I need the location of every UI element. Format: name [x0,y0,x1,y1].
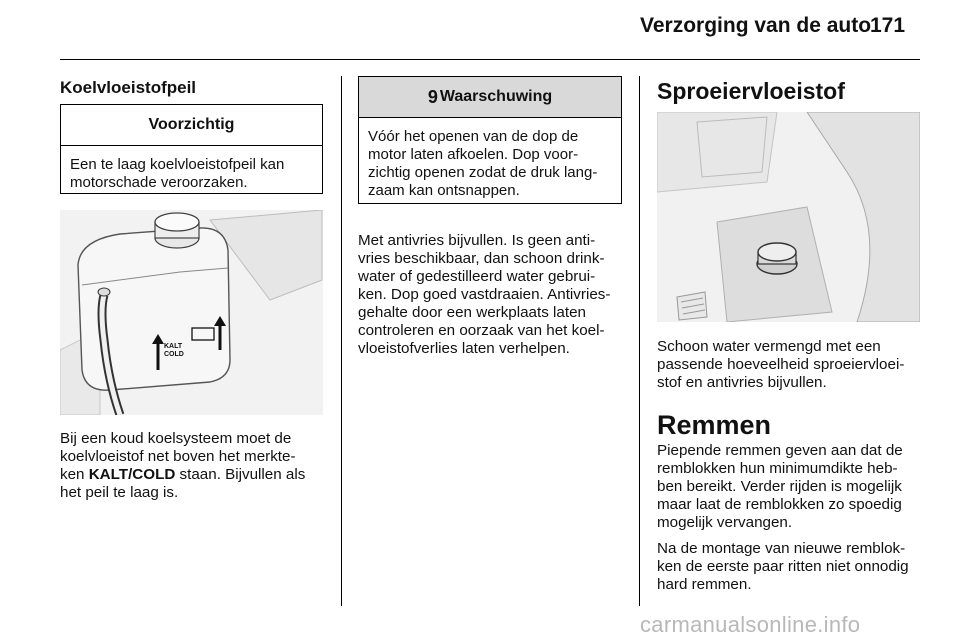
text-line: passende hoeveelheid sproeiervloei- [657,356,905,373]
caution-box-text [61,146,322,202]
text-line: koelvloeistof net boven het merkte- [60,448,296,465]
warning-title-text: Waarschuwing [439,88,553,105]
washer-reservoir-illustration [657,112,920,322]
text-line: controleren en oorzaak van het koel- [358,322,605,339]
text-line: water of gedestilleerd water gebrui- [358,268,596,285]
coolant-level-heading: Koelvloeistofpeil [60,78,197,97]
text-line: ken de eerste paar ritten niet onnodig [657,558,909,575]
brakes-heading: Remmen [657,410,772,440]
cold-label: COLD [164,351,184,358]
page-number: 171 [870,14,906,37]
text-line: vloeistofverlies laten verhelpen. [358,340,570,357]
washer-paragraph [657,338,932,392]
text-line: remblokken hun minimumdikte heb- [657,460,898,477]
column-divider-2 [639,76,640,606]
text-line: het peil te laag is. [60,484,179,501]
text-line: ken. Dop goed vastdraaien. Antivries- [358,286,611,303]
text-line: ben bereikt. Verder rijden is mogelijk [657,478,902,495]
coolant-paragraph [60,430,335,502]
warning-box-text [359,118,621,210]
text-line: mogelijk vervangen. [657,514,793,531]
page-header-title: Verzorging van de auto [640,14,872,37]
washer-fluid-heading: Sproeiervloeistof [657,78,845,104]
text-line: maar laat de remblokken zo spoedig [657,496,902,513]
warning-line: Vóór het openen van de dop de [368,128,579,145]
header-divider [60,59,920,60]
caution-box-title: Voorzichtig [61,105,322,146]
text-line: Na de montage van nieuwe remblok- [657,540,906,557]
text-line: Piepende remmen geven aan dat de [657,442,903,459]
text-run: staan. Bijvullen als [175,466,306,483]
text-line [60,466,335,484]
warning-box-title [359,77,621,118]
brakes-paragraph-1 [657,442,932,532]
kalt-label: KALT [164,343,183,350]
column-divider-1 [341,76,342,606]
brakes-paragraph-2 [657,540,932,594]
warning-box [358,76,622,204]
warning-icon: 9 [427,86,438,107]
caution-box [60,104,323,194]
text-line: Met antivries bijvullen. Is geen anti- [358,232,596,249]
kalt-cold-bold: KALT/COLD [88,466,176,483]
warning-line: zaam kan ontsnappen. [368,182,520,199]
text-line: Schoon water vermengd met een [657,338,881,355]
text-line: hard remmen. [657,576,752,593]
caution-line: motorschade veroorzaken. [70,174,248,191]
warning-line: zichtig openen zodat de druk lang- [368,164,598,181]
text-line: gehalte door een werkplaats laten [358,304,586,321]
text-line: Bij een koud koelsysteem moet de [60,430,292,447]
text-run: ken [60,466,89,483]
text-line: stof en antivries bijvullen. [657,374,827,391]
antifreeze-paragraph [358,232,633,358]
watermark: carmanualsonline.info [640,612,861,637]
caution-line: Een te laag koelvloeistofpeil kan [70,156,285,173]
warning-line: motor laten afkoelen. Dop voor- [368,146,579,163]
text-line: vries beschikbaar, dan schoon drink- [358,250,605,267]
coolant-reservoir-illustration [60,210,323,415]
